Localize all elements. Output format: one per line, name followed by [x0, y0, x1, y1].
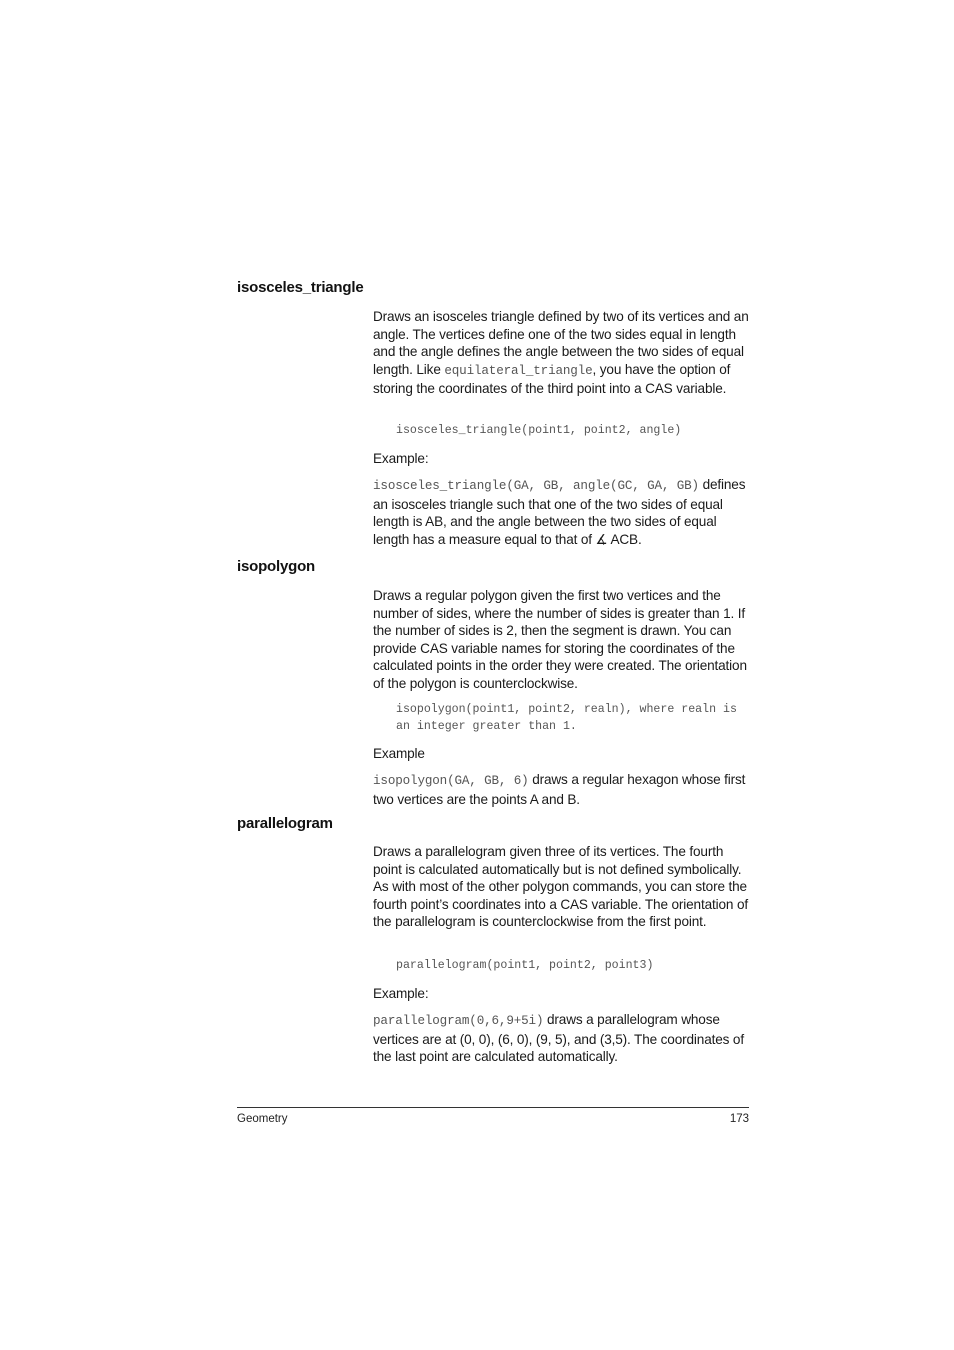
- parallelogram-description: Draws a parallelogram given three of its vertices. The fourth point is calculated automatically but is not defined symbolically. As with most of the other polygon commands, you can store the fourth point’s coordinates into a CAS variable. The orientation of the parallelogram is counterclockwise from the first point.: [373, 844, 748, 930]
- isopolygon-example: [373, 771, 753, 808]
- isosceles-example-text-1: defines an isosceles triangle such that one of the two sides of equal length is AB, and the angle between the two sides of equal length has a measure equal to that of: [373, 477, 746, 547]
- isosceles-example-text-2: ACB.: [607, 531, 642, 547]
- isosceles-description-text-2: , you have the option of storing the coordinates of the third point into a CAS variable.: [373, 361, 731, 397]
- section-heading-parallelogram: parallelogram: [237, 815, 333, 832]
- parallelogram-example: [373, 1011, 753, 1066]
- isosceles-example: [373, 476, 753, 548]
- footer-divider: [237, 1107, 749, 1108]
- isosceles-description-code: equilateral_triangle: [444, 363, 593, 378]
- isopolygon-example-label: Example: [373, 746, 425, 761]
- isosceles-description: [373, 308, 753, 398]
- section-heading-isosceles-triangle: isosceles_triangle: [237, 279, 364, 296]
- parallelogram-example-label: Example:: [373, 986, 429, 1001]
- section-heading-isopolygon: isopolygon: [237, 558, 315, 575]
- parallelogram-example-text: draws a parallelogram whose vertices are at (0, 0), (6, 0), (9, 5), and (3,5). The coordinates of the last point are calculated automatically.: [373, 1012, 744, 1065]
- isopolygon-example-code: isopolygon(GA, GB, 6): [373, 774, 529, 788]
- isosceles-example-label: Example:: [373, 451, 429, 466]
- isopolygon-syntax: isopolygon(point1, point2, realn), where realn is an integer greater than 1.: [396, 703, 737, 733]
- isosceles-example-code: isosceles_triangle(GA, GB, angle(GC, GA, GB): [373, 479, 699, 493]
- parallelogram-example-code: parallelogram(0,6,9+5i): [373, 1014, 544, 1028]
- isopolygon-example-text: draws a regular hexagon whose first two vertices are the points A and B.: [373, 772, 746, 807]
- isosceles-description-text-1: Draws an isosceles triangle defined by two of its vertices and an angle. The vertices define one of the two sides equal in length and the angle defines the angle between the two sides of equal length. Like: [373, 309, 749, 377]
- footer-page-number: 173: [729, 1113, 749, 1125]
- isopolygon-description: Draws a regular polygon given the first two vertices and the number of sides, where the number of sides is greater than 1. If the number of sides is 2, then the segment is drawn. You can provide CAS variable names for storing the coordinates of the calculated points in the order they were created. The orientation of the polygon is counterclockwise.: [373, 588, 747, 691]
- isosceles-syntax: isosceles_triangle(point1, point2, angle): [396, 424, 682, 437]
- parallelogram-syntax: parallelogram(point1, point2, point3): [396, 959, 654, 972]
- angle-icon: ∡: [595, 531, 608, 547]
- footer-chapter: Geometry: [237, 1113, 288, 1125]
